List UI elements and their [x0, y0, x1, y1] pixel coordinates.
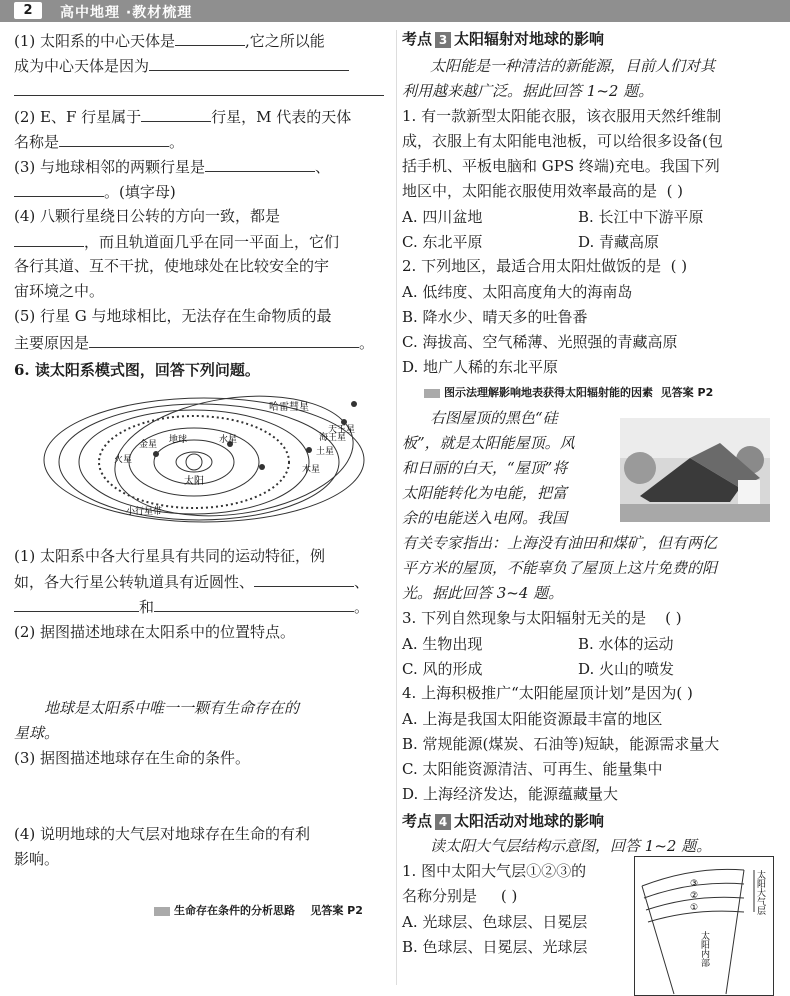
q6-3: (3) 据图描述地球存在生命的条件。 [14, 749, 251, 767]
q1-option-b[interactable]: B. 长江中下游平原 [578, 208, 704, 226]
q4-option-a[interactable]: A. 上海是我国太阳能资源最丰富的地区 [402, 710, 663, 728]
q5-4-line3: 各行其道、互不干扰，使地球处在比较安全的宇 [14, 257, 330, 275]
q3-line: 3. 下列自然现象与太阳辐射无关的是 ( ) [402, 609, 682, 627]
sun-icon [186, 454, 202, 470]
q5-3-line2: 。(填字母) [14, 181, 176, 202]
q2-option-d[interactable]: D. 地广人稀的东北平原 [402, 358, 559, 376]
section-hint-radiation: 图示法理解影响地表获得太阳辐射能的因素 见答案 P2 [424, 384, 713, 400]
q4-1-option-b[interactable]: B. 色球层、日冕层、光球层 [402, 938, 588, 956]
q1-option-a[interactable]: A. 四川盆地 [402, 208, 483, 226]
q4-1-option-a[interactable]: A. 光球层、色球层、日冕层 [402, 913, 588, 931]
planet-marker [153, 451, 159, 457]
intro-3-line2: 利用越来越广泛。据此回答 1~2 题。 [402, 82, 654, 100]
q6-2: (2) 据图描述地球在太阳系中的位置特点。 [14, 623, 296, 641]
q2-option-c[interactable]: C. 海拔高、空气稀薄、光照强的青藏高原 [402, 333, 678, 351]
asteroid-label: 小行星带 [126, 507, 163, 517]
q1-option-d[interactable]: D. 青藏高原 [578, 233, 660, 251]
comet-label: 哈雷彗星 [269, 402, 309, 413]
q6-1-line2: 如，各大行星公转轨道具有近圆性、 、 [14, 573, 370, 591]
passage-line1: 右图屋顶的黑色“硅 [430, 409, 558, 427]
q5-4-line4: 宙环境之中。 [14, 282, 105, 300]
passage-line3: 和日丽的白天，“屋顶”将 [402, 459, 568, 477]
planet-marker [306, 447, 312, 453]
solar-system-diagram [34, 392, 379, 532]
handwritten-answer-2: 星球。 [14, 724, 60, 742]
column-divider [396, 30, 397, 985]
q4-option-b[interactable]: B. 常规能源(煤炭、石油等)短缺，能源需求量大 [402, 735, 720, 753]
q2-option-a[interactable]: A. 低纬度、太阳高度角大的海南岛 [402, 283, 633, 301]
intro-4: 读太阳大气层结构示意图，回答 1~2 题。 [430, 837, 712, 855]
q6-title: 6. 读太阳系模式图，回答下列问题。 [14, 361, 260, 379]
q3-option-c[interactable]: C. 风的形成 [402, 660, 483, 678]
q1-line1: 1. 有一款新型太阳能衣服，该衣服用天然纤维制 [402, 107, 722, 125]
q4-line: 4. 上海积极推广“太阳能屋顶计划”是因为( ) [402, 684, 693, 702]
q4-1-line2: 名称分别是 ( ) [402, 887, 518, 905]
q3-option-a[interactable]: A. 生物出现 [402, 635, 483, 653]
handwritten-answer-1: 地球是太阳系中唯一一颗有生命存在的 [44, 699, 300, 717]
sun-label: 太阳 [184, 476, 204, 487]
q6-1-line3: 和 。 [14, 596, 369, 617]
q3-option-b[interactable]: B. 水体的运动 [578, 635, 674, 653]
solar-roof-photo [620, 418, 770, 522]
hint-bar-icon [424, 389, 440, 398]
atmosphere-label: 太阳大气层 [755, 870, 765, 915]
q5-1-line3 [14, 80, 384, 101]
q5-5-line1: (5) 行星 G 与地球相比，无法存在生命物质的最 [14, 307, 332, 325]
q5-1-line2: 成为中心天体是因为 [14, 55, 349, 76]
q5-2-line2: 名称是 。 [14, 133, 185, 151]
layer-3-label: ③ [689, 879, 699, 889]
q5-3-line1: (3) 与地球相邻的两颗行星是 、 [14, 158, 331, 176]
page-number: 2 [14, 2, 42, 19]
planet-label: 海王星 [319, 433, 347, 443]
sun-atmosphere-diagram [634, 856, 774, 996]
q1-option-c[interactable]: C. 东北平原 [402, 233, 483, 251]
layer-1-label: ① [689, 903, 699, 913]
q2-line: 2. 下列地区，最适合用太阳灶做饭的是 ( ) [402, 257, 688, 275]
planet-label: 地球 [169, 435, 188, 445]
q1-line2: 成，衣服上有太阳能电池板，可以给很多设备(包 [402, 132, 723, 150]
planet-label: 天王星 [328, 425, 356, 435]
q5-2-line1: (2) E、F 行星属于 行星，M 代表的天体 [14, 108, 352, 126]
planet-label: 金星 [139, 440, 158, 450]
layer-2-label: ② [689, 891, 699, 901]
q5-1-line1: (1) 太阳系的中心天体是 ,它之所以能 [14, 32, 325, 50]
q5-4-line2: ，而且轨道面几乎在同一平面上，它们 [14, 231, 339, 252]
passage-line5: 余的电能送入电网。我国 [402, 509, 568, 527]
q4-option-c[interactable]: C. 太阳能资源清洁、可再生、能量集中 [402, 760, 663, 778]
q1-line4: 地区中，太阳能衣服使用效率最高的是 ( ) [402, 182, 684, 200]
q4-1-line1: 1. 图中太阳大气层①②③的 [402, 862, 587, 880]
intro-3-line1: 太阳能是一种清洁的新能源，目前人们对其 [430, 57, 716, 75]
planet-marker [351, 401, 357, 407]
q2-option-b[interactable]: B. 降水少、晴天多的吐鲁番 [402, 308, 588, 326]
q5-4-line1: (4) 八颗行星绕日公转的方向一致，都是 [14, 207, 281, 225]
kaodian-4-heading: 考点 4 太阳活动对地球的影响 [402, 812, 605, 830]
planet-label: 木星 [302, 465, 321, 475]
q6-4-line2: 影响。 [14, 850, 60, 868]
passage-line2: 板”，就是太阳能屋顶。风 [402, 434, 575, 452]
passage-line7: 平方米的屋顶，不能辜负了屋顶上这片免费的阳 [402, 559, 718, 577]
planet-label: 水星 [219, 435, 238, 445]
page-header [0, 0, 790, 22]
passage-line8: 光。据此回答 3~4 题。 [402, 584, 564, 602]
passage-line4: 太阳能转化为电能，把富 [402, 484, 568, 502]
q4-option-d[interactable]: D. 上海经济发达，能源蕴藏量大 [402, 785, 619, 803]
header-title: 高中地理 ·教材梳理 [60, 5, 193, 21]
q6-4-line1: (4) 说明地球的大气层对地球存在生命的有利 [14, 825, 311, 843]
planet-label: 土星 [316, 447, 335, 457]
kaodian-3-heading: 考点 3 太阳辐射对地球的影响 [402, 30, 605, 48]
interior-label: 太阳内部 [699, 931, 709, 967]
planet-marker [259, 464, 265, 470]
hint-bar-icon [154, 907, 170, 916]
planet-label: 火星 [114, 455, 133, 465]
q3-option-d[interactable]: D. 火山的喷发 [578, 660, 675, 678]
q5-5-line2: 主要原因是 。 [14, 334, 375, 352]
q6-1-line1: (1) 太阳系中各大行星具有共同的运动特征，例 [14, 547, 326, 565]
section-hint-life: 生命存在条件的分析思路 见答案 P2 [154, 902, 363, 918]
passage-line6: 有关专家指出：上海没有油田和煤矿，但有两亿 [402, 534, 718, 552]
q1-line3: 括手机、平板电脑和 GPS 终端)充电。我国下列 [402, 157, 720, 175]
